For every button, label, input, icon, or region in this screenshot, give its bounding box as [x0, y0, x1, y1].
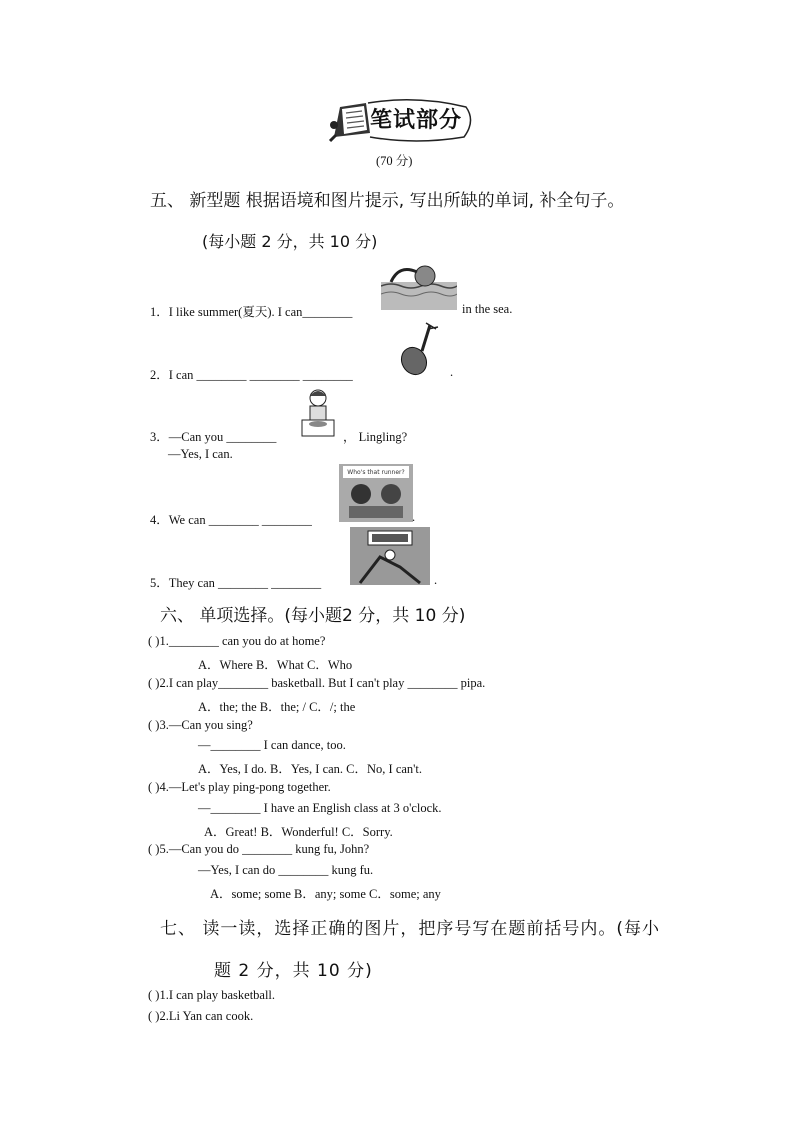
q6-5: ( )5.—Can you do ________ kung fu, John? — [148, 842, 370, 856]
q5-5-text: 5．They can ________ ________ — [150, 576, 322, 590]
pipa-icon — [398, 321, 442, 377]
q5-1-text: 1．I like summer(夏天). I can________ — [150, 305, 353, 319]
q5-5-suffix: . — [434, 573, 438, 587]
q5-3-suffix: ， Lingling? — [343, 430, 408, 444]
q5-4-suffix: . — [412, 510, 416, 524]
section6-heading: 六、 单项选择。(每小题2 分，共 10 分) — [160, 606, 466, 626]
section7-heading: 七、 读一读，选择正确的图片，把序号写在题前括号内。(每小 — [160, 919, 661, 939]
q5-3-answer: —Yes, I can. — [168, 447, 233, 461]
q6-5-options: A．some; some B．any; some C．some; any — [210, 887, 441, 901]
ping-pong-icon — [339, 464, 413, 522]
section-title: 笔试部分 — [370, 107, 463, 133]
q6-4: ( )4.—Let's play ping-pong together. — [148, 780, 331, 794]
q6-1: ( )1.________ can you do at home? — [148, 634, 326, 648]
q5-4-text: 4．We can ________ ________ — [150, 513, 312, 527]
q6-3-line2: —________ I can dance, too. — [198, 738, 346, 752]
section7-heading-cont: 题 2 分，共 10 分) — [214, 961, 373, 981]
q5-1-suffix: in the sea. — [462, 302, 513, 316]
q6-2-options: A．the; the B．the; / C．/; the — [198, 700, 356, 714]
swimming-icon — [381, 262, 457, 310]
q6-3-options: A．Yes, I do. B．Yes, I can. C．No, I can't. — [198, 762, 423, 776]
q6-4-line2: —________ I have an English class at 3 o'clock. — [198, 801, 442, 815]
q7-1: ( )1.I can play basketball. — [148, 988, 276, 1002]
q6-5-line2: —Yes, I can do ________ kung fu. — [198, 863, 374, 877]
q6-2-text: ( )2.I can play________ basketball. But I can't play ________ pipa. — [148, 676, 486, 690]
q6-3: ( )3.—Can you sing? — [148, 718, 253, 732]
q5-2-suffix: . — [450, 365, 454, 379]
q7-2: ( )2.Li Yan can cook. — [148, 1009, 254, 1023]
pic-caption: Who's that runner? — [347, 469, 405, 476]
gym-activity-icon — [350, 527, 430, 585]
q5-2-text: 2．I can ________ ________ ________ — [150, 368, 353, 382]
section5-heading: 五、 新型题 根据语境和图片提示, 写出所缺的单词, 补全句子。 — [150, 191, 625, 211]
q5-3-text: 3．—Can you ________ — [150, 430, 277, 444]
section5-points: (每小题 2 分，共 10 分) — [202, 232, 378, 251]
total-score: (70 分) — [376, 154, 413, 168]
cooking-girl-icon — [296, 386, 340, 438]
q6-4-options: A．Great! B．Wonderful! C．Sorry. — [204, 825, 393, 839]
q6-1-options: A．Where B．What C．Who — [198, 658, 353, 672]
q6-2 — [148, 676, 485, 691]
